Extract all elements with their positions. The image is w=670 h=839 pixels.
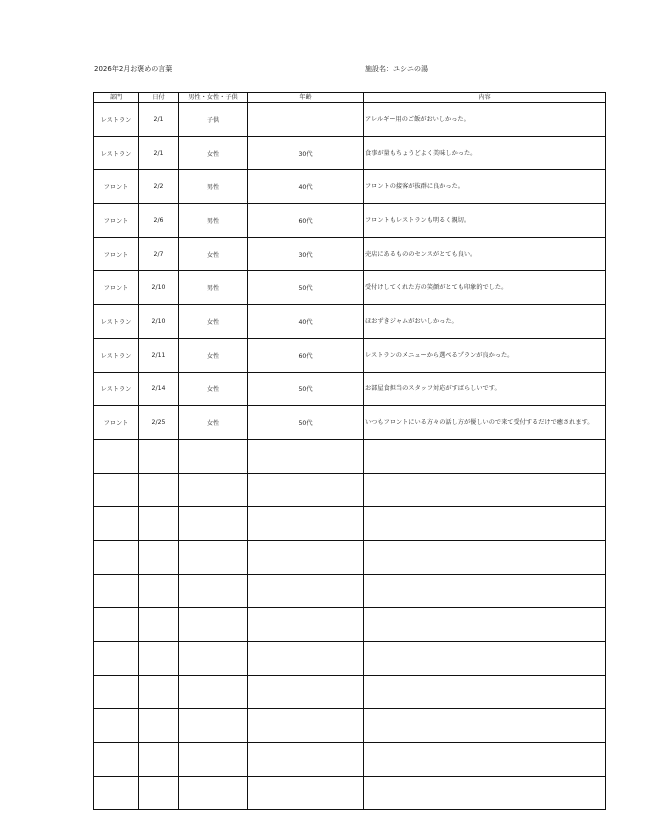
cell-gender bbox=[179, 675, 248, 709]
cell-content: レストランのメニューから選べるプランが良かった。 bbox=[364, 338, 606, 372]
table-row bbox=[94, 473, 606, 507]
cell-content bbox=[364, 608, 606, 642]
cell-age: 40代 bbox=[248, 305, 364, 339]
cell-department bbox=[94, 473, 139, 507]
document-title: 2026年2月お褒めの言葉 bbox=[94, 65, 173, 73]
cell-age: 50代 bbox=[248, 372, 364, 406]
cell-content bbox=[364, 675, 606, 709]
cell-date: 2/10 bbox=[139, 305, 179, 339]
cell-content bbox=[364, 743, 606, 777]
cell-department: レストラン bbox=[94, 136, 139, 170]
cell-age bbox=[248, 642, 364, 676]
table-row bbox=[94, 439, 606, 473]
cell-age bbox=[248, 709, 364, 743]
cell-content: フロントの接客が抜群に良かった。 bbox=[364, 170, 606, 204]
cell-date: 2/2 bbox=[139, 170, 179, 204]
cell-gender bbox=[179, 473, 248, 507]
table-row bbox=[94, 608, 606, 642]
table-row bbox=[94, 507, 606, 541]
column-header-department: 部門 bbox=[94, 93, 139, 103]
table-row bbox=[94, 338, 606, 372]
cell-age bbox=[248, 776, 364, 810]
column-header-date: 日付 bbox=[139, 93, 179, 103]
table-header-row bbox=[94, 93, 606, 103]
cell-department: フロント bbox=[94, 237, 139, 271]
table-row bbox=[94, 136, 606, 170]
table-row bbox=[94, 271, 606, 305]
cell-date: 2/1 bbox=[139, 136, 179, 170]
cell-content: フロントもレストランも明るく親切。 bbox=[364, 204, 606, 238]
cell-department bbox=[94, 709, 139, 743]
table-row bbox=[94, 170, 606, 204]
cell-date bbox=[139, 743, 179, 777]
cell-department bbox=[94, 642, 139, 676]
table-row bbox=[94, 103, 606, 137]
cell-department bbox=[94, 574, 139, 608]
cell-date bbox=[139, 776, 179, 810]
cell-date bbox=[139, 709, 179, 743]
cell-gender: 男性 bbox=[179, 204, 248, 238]
cell-gender: 子供 bbox=[179, 103, 248, 137]
cell-gender: 女性 bbox=[179, 406, 248, 440]
cell-age: 60代 bbox=[248, 204, 364, 238]
cell-department bbox=[94, 540, 139, 574]
cell-gender: 男性 bbox=[179, 170, 248, 204]
cell-gender bbox=[179, 642, 248, 676]
table-row bbox=[94, 406, 606, 440]
cell-age bbox=[248, 439, 364, 473]
table-row bbox=[94, 237, 606, 271]
cell-date: 2/7 bbox=[139, 237, 179, 271]
cell-content: お部屋食担当のスタッフ対応がすばらしいです。 bbox=[364, 372, 606, 406]
cell-department: フロント bbox=[94, 170, 139, 204]
table-body bbox=[94, 103, 606, 810]
cell-department bbox=[94, 507, 139, 541]
cell-gender: 女性 bbox=[179, 305, 248, 339]
column-header-age: 年齢 bbox=[248, 93, 364, 103]
cell-content bbox=[364, 776, 606, 810]
table-row bbox=[94, 776, 606, 810]
cell-gender: 女性 bbox=[179, 338, 248, 372]
cell-gender bbox=[179, 574, 248, 608]
cell-gender bbox=[179, 439, 248, 473]
table-row bbox=[94, 540, 606, 574]
cell-date: 2/10 bbox=[139, 271, 179, 305]
cell-age bbox=[248, 507, 364, 541]
cell-date: 2/14 bbox=[139, 372, 179, 406]
cell-gender bbox=[179, 776, 248, 810]
table-row bbox=[94, 642, 606, 676]
cell-department bbox=[94, 743, 139, 777]
cell-age bbox=[248, 574, 364, 608]
table-row bbox=[94, 743, 606, 777]
cell-age bbox=[248, 540, 364, 574]
cell-content: ほおずきジャムがおいしかった。 bbox=[364, 305, 606, 339]
cell-age: 30代 bbox=[248, 237, 364, 271]
cell-department: フロント bbox=[94, 204, 139, 238]
cell-department: フロント bbox=[94, 271, 139, 305]
cell-date: 2/6 bbox=[139, 204, 179, 238]
cell-content: アレルギー用のご飯がおいしかった。 bbox=[364, 103, 606, 137]
cell-date bbox=[139, 439, 179, 473]
table-row bbox=[94, 305, 606, 339]
cell-content bbox=[364, 574, 606, 608]
cell-department: レストラン bbox=[94, 103, 139, 137]
table-row bbox=[94, 709, 606, 743]
cell-department bbox=[94, 608, 139, 642]
cell-age bbox=[248, 473, 364, 507]
cell-date: 2/1 bbox=[139, 103, 179, 137]
cell-date bbox=[139, 574, 179, 608]
cell-age: 50代 bbox=[248, 271, 364, 305]
cell-age: 50代 bbox=[248, 406, 364, 440]
cell-department: レストラン bbox=[94, 305, 139, 339]
cell-gender: 男性 bbox=[179, 271, 248, 305]
cell-age bbox=[248, 743, 364, 777]
cell-gender: 女性 bbox=[179, 372, 248, 406]
cell-date: 2/25 bbox=[139, 406, 179, 440]
cell-age: 60代 bbox=[248, 338, 364, 372]
cell-content bbox=[364, 540, 606, 574]
cell-gender: 女性 bbox=[179, 136, 248, 170]
cell-department bbox=[94, 675, 139, 709]
column-header-gender: 男性・女性・子供 bbox=[179, 93, 248, 103]
cell-content: 売店にあるもののセンスがとても良い。 bbox=[364, 237, 606, 271]
cell-department: レストラン bbox=[94, 338, 139, 372]
cell-age bbox=[248, 675, 364, 709]
cell-department bbox=[94, 439, 139, 473]
cell-age: 30代 bbox=[248, 136, 364, 170]
cell-gender bbox=[179, 709, 248, 743]
cell-age: 40代 bbox=[248, 170, 364, 204]
cell-content bbox=[364, 473, 606, 507]
cell-content: 受付けしてくれた方の笑顔がとても印象的でした。 bbox=[364, 271, 606, 305]
cell-gender: 女性 bbox=[179, 237, 248, 271]
cell-date bbox=[139, 473, 179, 507]
table-row bbox=[94, 372, 606, 406]
cell-content bbox=[364, 642, 606, 676]
table-row bbox=[94, 574, 606, 608]
cell-gender bbox=[179, 743, 248, 777]
table-row bbox=[94, 675, 606, 709]
cell-content bbox=[364, 709, 606, 743]
cell-gender bbox=[179, 540, 248, 574]
cell-date bbox=[139, 540, 179, 574]
cell-date: 2/11 bbox=[139, 338, 179, 372]
cell-gender bbox=[179, 507, 248, 541]
compliments-table bbox=[93, 92, 606, 810]
cell-gender bbox=[179, 608, 248, 642]
cell-date bbox=[139, 642, 179, 676]
cell-content: いつもフロントにいる方々の話し方が優しいので来て受付するだけで癒されます。 bbox=[364, 406, 606, 440]
cell-department bbox=[94, 776, 139, 810]
cell-department: フロント bbox=[94, 406, 139, 440]
cell-content: 食事が量もちょうどよく美味しかった。 bbox=[364, 136, 606, 170]
cell-date bbox=[139, 507, 179, 541]
cell-content bbox=[364, 507, 606, 541]
column-header-content: 内容 bbox=[364, 93, 606, 103]
cell-content bbox=[364, 439, 606, 473]
table-row bbox=[94, 204, 606, 238]
cell-department: レストラン bbox=[94, 372, 139, 406]
facility-name: 施設名：ユシニの湯 bbox=[365, 65, 428, 73]
cell-date bbox=[139, 675, 179, 709]
cell-age bbox=[248, 608, 364, 642]
cell-age bbox=[248, 103, 364, 137]
cell-date bbox=[139, 608, 179, 642]
